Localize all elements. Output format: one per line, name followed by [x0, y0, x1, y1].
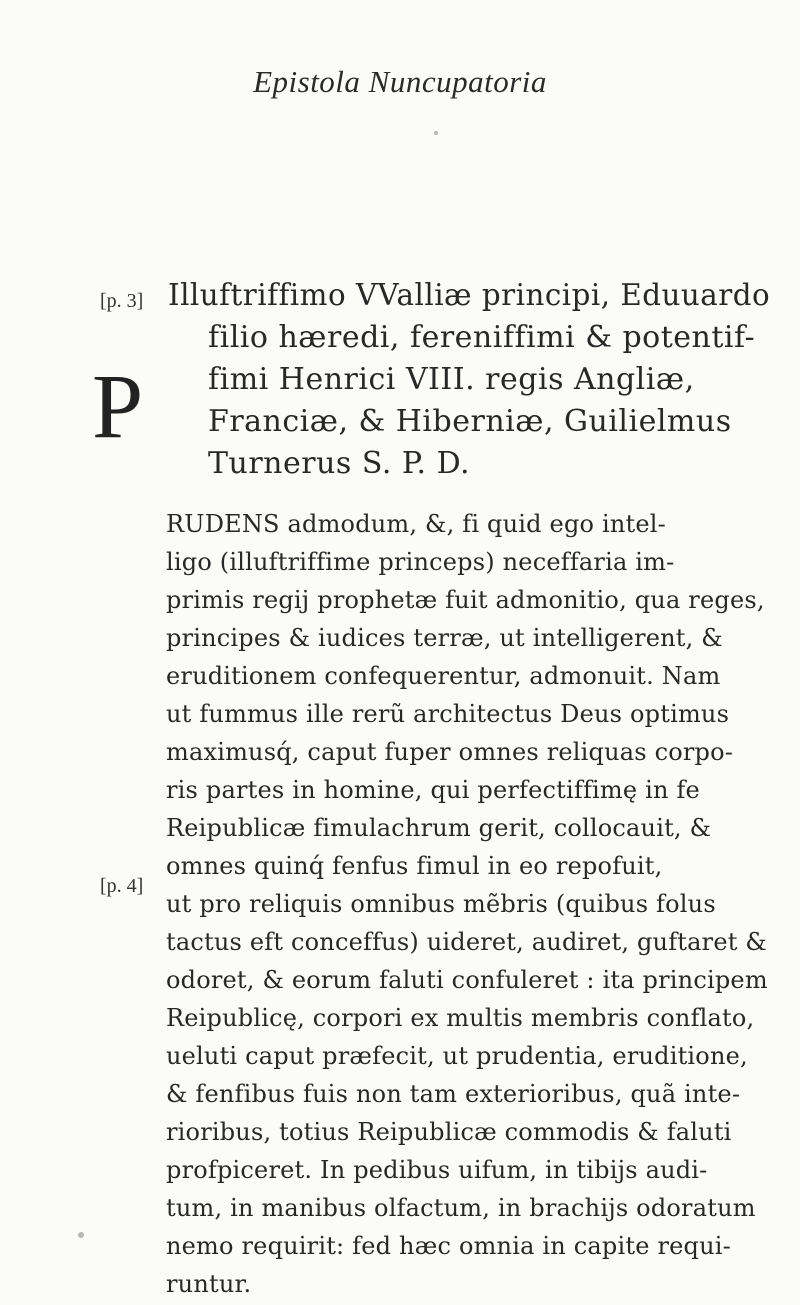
- page-marker-4: [p. 4]: [100, 875, 144, 897]
- body-line: ut fummus ille rerũ architectus Deus optimus: [166, 700, 730, 728]
- body-line: ueluti caput præfecit, ut prudentia, eruditione,: [166, 1042, 748, 1070]
- paper-speck: [434, 131, 438, 135]
- salutation-line: Illuftriffimo VValliæ principi, Eduuardo: [168, 278, 771, 313]
- body-line: nemo requirit: fed hæc omnia in capite requi-: [166, 1232, 731, 1260]
- body-line: & fenfibus fuis non tam exterioribus, quã inte-: [166, 1080, 741, 1108]
- body-line: Reipublicæ fimulachrum gerit, collocauit, &: [166, 814, 712, 842]
- body-line: ris partes in homine, qui perfectiffimę in fe: [166, 776, 700, 804]
- body-line: tactus eft conceffus) uideret, audiret, guftaret &: [166, 928, 767, 956]
- body-line: primis regij prophetæ fuit admonitio, qua reges,: [166, 586, 765, 614]
- body-line: odoret, & eorum faluti confuleret : ita principem: [166, 966, 768, 994]
- body-line: Reipublicę, corpori ex multis membris conflato,: [166, 1004, 755, 1032]
- salutation-line: fimi Henrici VIII. regis Angliæ,: [208, 362, 695, 397]
- salutation-line: Turnerus S. P. D.: [208, 446, 471, 481]
- body-line: RUDENS admodum, &, fi quid ego intel-: [166, 510, 666, 538]
- body-line: principes & iudices terræ, ut intelligerent, &: [166, 624, 723, 652]
- body-line: omnes quinq́ fenfus fimul in eo repofuit,: [166, 852, 663, 880]
- drop-cap: P: [92, 355, 144, 457]
- body-line: eruditionem confequerentur, admonuit. Nam: [166, 662, 721, 690]
- paper-speck: [78, 1232, 84, 1238]
- running-header: Epistola Nuncupatoria: [253, 64, 547, 99]
- body-line: profpiceret. In pedibus uifum, in tibijs audi-: [166, 1156, 708, 1184]
- body-line: runtur.: [166, 1270, 252, 1298]
- body-line: maximusq́, caput fuper omnes reliquas corpo-: [166, 738, 734, 766]
- salutation-line: filio hæredi, fereniffimi & potentif-: [208, 320, 756, 355]
- salutation-line: Franciæ, & Hiberniæ, Guilielmus: [208, 404, 732, 439]
- body-line: rioribus, totius Reipublicæ commodis & faluti: [166, 1118, 732, 1146]
- page-marker-3: [p. 3]: [100, 290, 144, 312]
- body-line: ut pro reliquis omnibus mẽbris (quibus folus: [166, 890, 716, 918]
- body-line: ligo (illuftriffime princeps) neceffaria im-: [166, 548, 675, 576]
- body-line: tum, in manibus olfactum, in brachijs odoratum: [166, 1194, 756, 1222]
